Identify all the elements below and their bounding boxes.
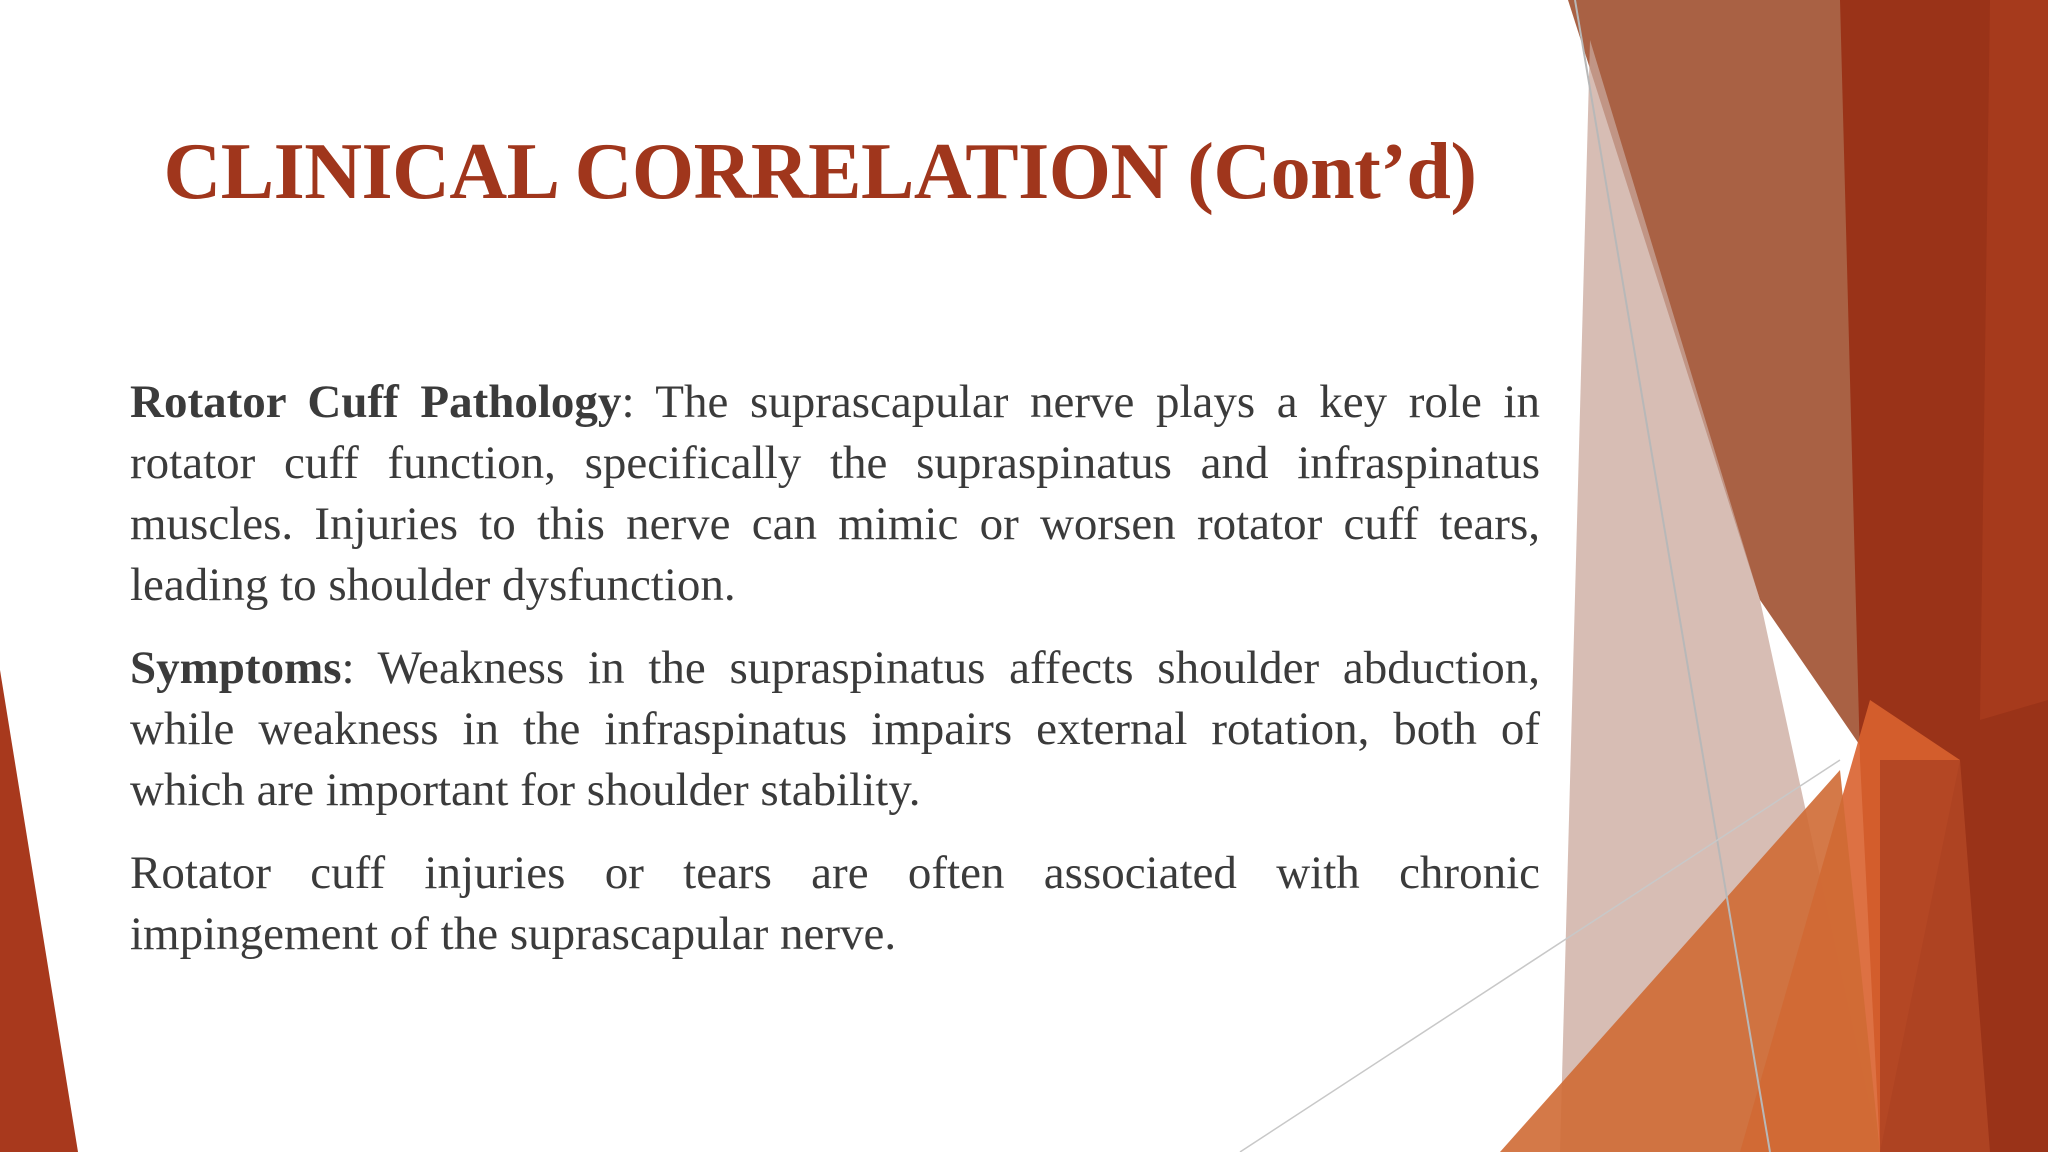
slide-title: CLINICAL CORRELATION (Cont’d) (163, 128, 1477, 216)
paragraph-association (130, 843, 1540, 965)
slide-body (130, 372, 1540, 987)
left-accent-shape (0, 670, 78, 1152)
paragraph-text: : Weakness in the supraspinatus affects shoulder abduction, while weakness in the infraspinatus impairs external rotation, both of which are important for shoulder stability. (130, 642, 1540, 816)
paragraph-text: Rotator cuff injuries or tears are often associated with chronic impingement of the suprascapular nerve. (130, 847, 1540, 960)
paragraph-rotator-cuff-pathology (130, 372, 1540, 616)
paragraph-lead: Rotator Cuff Pathology (130, 376, 622, 428)
right-red-strip (1980, 0, 2048, 720)
paragraph-lead: Symptoms (130, 642, 342, 694)
paragraph-text: : The suprascapular nerve plays a key role in rotator cuff function, specifically the supraspinatus and infraspinatus muscles. Injuries to this nerve can mimic or worsen rotator cuff tears, leading to shoulder dysfunction. (130, 376, 1540, 611)
paragraph-symptoms (130, 638, 1540, 821)
